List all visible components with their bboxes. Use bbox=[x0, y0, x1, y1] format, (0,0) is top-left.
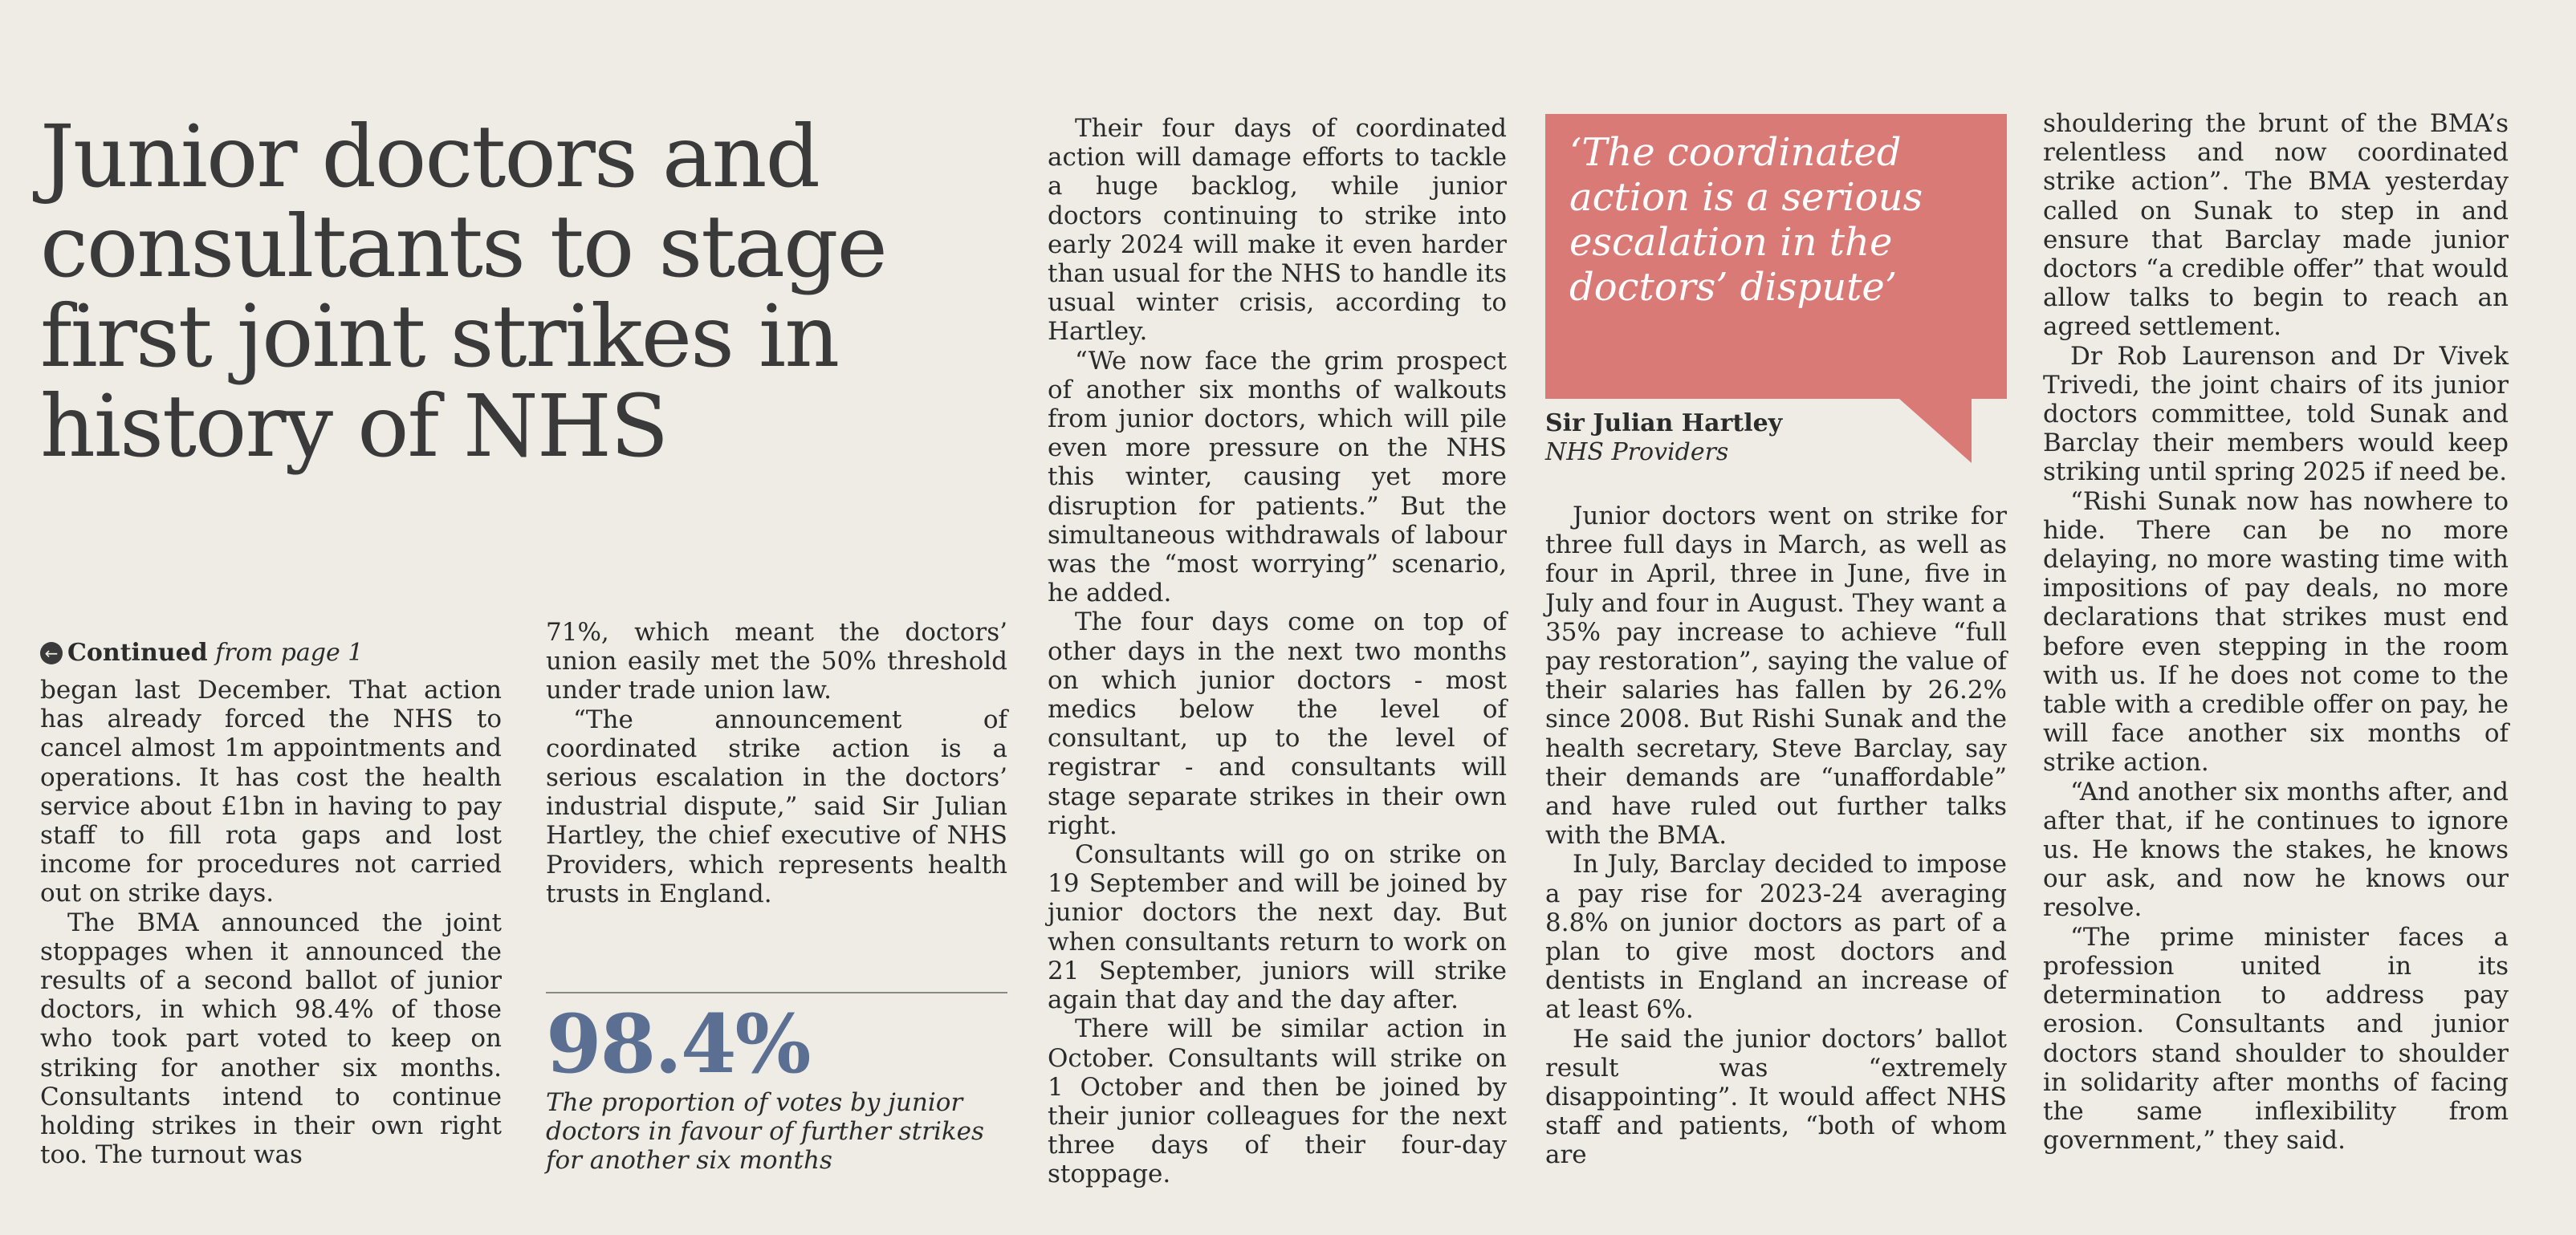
speech-tail bbox=[1899, 399, 1972, 463]
pull-quote bbox=[1545, 114, 2007, 399]
continued-label: Continued bbox=[67, 639, 208, 667]
paragraph: The four days come on top of other days in the next two months on which junior doctors - most medics below the level of consultant, up to the level of registrar - and consultants will stage separate strikes in their own right. bbox=[1048, 607, 1507, 840]
paragraph: Their four days of coordinated action will damage efforts to tackle a huge backlog, while junior doctors continuing to strike into early 2024 will make it even harder than usual for the NHS to handle its usual winter crisis, according to Hartley. bbox=[1048, 114, 1507, 347]
paragraph: “Rishi Sunak now has nowhere to hide. There can be no more delaying, no more wasting time with impositions of pay deals, no more declarations that strikes must end before even stepping in the room with us. If he does not come to the table with a credible offer on pay, he will face another six months of strike action. bbox=[2043, 486, 2509, 778]
continued-from: from page 1 bbox=[215, 639, 364, 667]
stat-figure: 98.4% bbox=[546, 997, 810, 1091]
attribution-name: Sir Julian Hartley bbox=[1545, 409, 1783, 437]
paragraph: Junior doctors went on strike for three full days in March, as well as four in April, three in June, five in July and four in August. They want a 35% pay increase to achieve “full pay restoration”, saying the value of their salaries has fallen by 26.2% since 2008. But Rishi Sunak and the health secretary, Steve Barclay, say their demands are “unaffordable” and have ruled out further talks with the BMA. bbox=[1545, 502, 2007, 851]
column-4 bbox=[1545, 502, 2007, 1170]
column-3 bbox=[1048, 114, 1507, 1189]
paragraph: began last December. That action has already forced the NHS to cancel almost 1m appointments and operations. It has cost the health service about £1bn in having to pay staff to fill rota gaps and lost income for procedures not carried out on strike days. bbox=[40, 676, 502, 908]
stat-caption: The proportion of votes by junior doctors in favour of further strikes for another six months bbox=[546, 1088, 984, 1175]
column-1 bbox=[40, 676, 502, 1169]
pull-quote-attribution bbox=[1545, 409, 1850, 467]
column-2 bbox=[546, 618, 1007, 908]
paragraph: Consultants will go on strike on 19 September and will be joined by junior doctors the next day. But when consultants return to work on 21 September, juniors will strike again that day and the day after. bbox=[1048, 840, 1507, 1015]
headline: Junior doctors and consultants to stage first joint strikes in history of NHS bbox=[40, 108, 886, 477]
continued-marker bbox=[40, 639, 538, 668]
paragraph: shouldering the brunt of the BMA’s relentless and now coordinated strike action”. The BMA yesterday called on Sunak to step in and ensure that Barclay made junior doctors “a credible offer” that would allow talks to begin to reach an agreed settlement. bbox=[2043, 109, 2509, 342]
stat-box bbox=[546, 992, 1007, 1175]
paragraph: 71%, which meant the doctors’ union easily met the 50% threshold under trade union law. bbox=[546, 618, 1007, 705]
paragraph: “We now face the grim prospect of another six months of walkouts from junior doctors, which will pile even more pressure on the NHS this winter, causing yet more disruption for patients.” But the simultaneous withdrawals of labour was the “most worrying” scenario, he added. bbox=[1048, 346, 1507, 608]
paragraph: In July, Barclay decided to impose a pay rise for 2023-24 averaging 8.8% on junior doctors as part of a plan to give most doctors and dentists in England an increase of at least 6%. bbox=[1545, 850, 2007, 1025]
paragraph: There will be similar action in October. Consultants will strike on 1 October and then be joined by their junior colleagues for the next three days of their four-day stoppage. bbox=[1048, 1014, 1507, 1189]
pull-quote-text: ‘The coordinated action is a serious escalation in the doctors’ dispute’ bbox=[1569, 130, 1923, 310]
paragraph: Dr Rob Laurenson and Dr Vivek Trivedi, the joint chairs of its junior doctors committee, told Sunak and Barclay their members would keep striking until spring 2025 if need be. bbox=[2043, 341, 2509, 487]
paragraph: “The prime minister faces a profession united in its determination to address pay erosion. Consultants and junior doctors stand shoulder to shoulder in solidarity after months of facing the same inflexibility from government,” they said. bbox=[2043, 922, 2509, 1156]
paragraph: The BMA announced the joint stoppages when it announced the results of a second ballot of junior doctors, in which 98.4% of those who took part voted to keep on striking for another six months. Consultants intend to continue holding strikes in their own right too. The turnout was bbox=[40, 908, 502, 1170]
arrow-left-icon: ← bbox=[40, 642, 63, 664]
attribution-org: NHS Providers bbox=[1545, 438, 1729, 466]
paragraph: “The announcement of coordinated strike action is a serious escalation in the doctors’ industrial dispute,” said Sir Julian Hartley, the chief executive of NHS Providers, which represents health trusts in England. bbox=[546, 705, 1007, 908]
paragraph: He said the junior doctors’ ballot result was “extremely disappointing”. It would affect NHS staff and patients, “both of whom are bbox=[1545, 1024, 2007, 1170]
column-5 bbox=[2043, 109, 2509, 1155]
paragraph: “And another six months after, and after that, if he continues to ignore us. He knows the stakes, he knows our ask, and now he knows our resolve. bbox=[2043, 777, 2509, 923]
